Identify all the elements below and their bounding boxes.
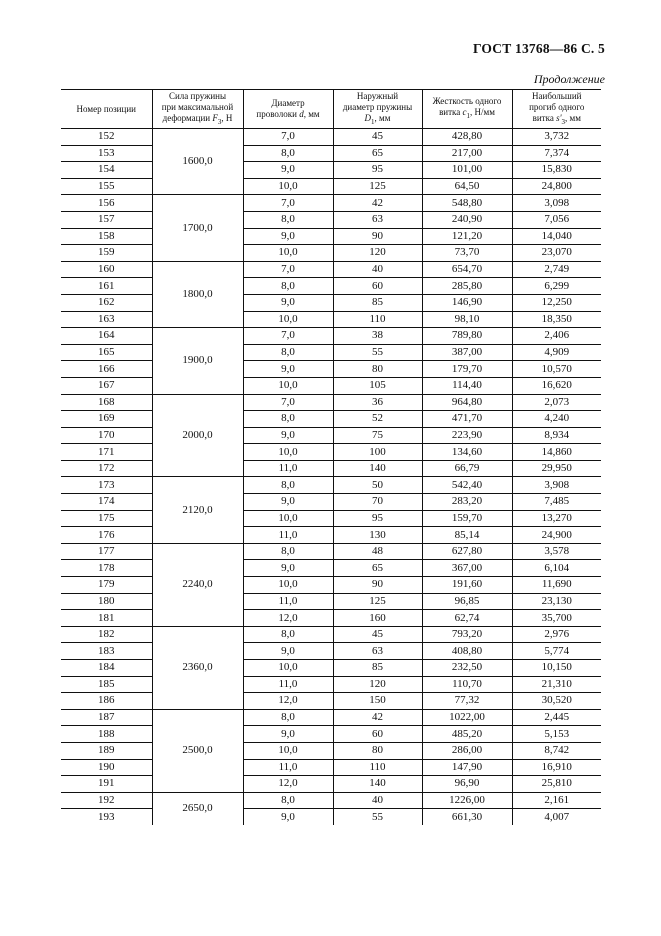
cell-outer-diameter: 85 [333,294,422,311]
cell-stiffness: 286,00 [422,742,512,759]
table-row [61,693,601,710]
table-row [61,211,601,228]
cell-outer-diameter: 105 [333,377,422,394]
table-row [61,610,601,627]
cell-position: 157 [61,211,152,228]
table-body [61,129,601,825]
cell-wire-diameter: 7,0 [243,394,333,411]
cell-stiffness: 62,74 [422,610,512,627]
cell-wire-diameter: 8,0 [243,626,333,643]
cell-wire-diameter: 8,0 [243,543,333,560]
cell-wire-diameter: 10,0 [243,577,333,594]
cell-stiffness: 627,80 [422,543,512,560]
cell-deflection: 8,934 [512,427,601,444]
table-header [61,90,601,129]
cell-deflection: 10,150 [512,660,601,677]
cell-wire-diameter: 8,0 [243,709,333,726]
cell-wire-diameter: 9,0 [243,162,333,179]
cell-wire-diameter: 11,0 [243,460,333,477]
cell-outer-diameter: 60 [333,726,422,743]
cell-position: 172 [61,460,152,477]
cell-outer-diameter: 150 [333,693,422,710]
cell-force: 2650,0 [152,792,243,825]
cell-deflection: 23,130 [512,593,601,610]
cell-wire-diameter: 7,0 [243,129,333,146]
cell-outer-diameter: 40 [333,792,422,809]
cell-force: 1800,0 [152,261,243,327]
cell-position: 166 [61,361,152,378]
cell-position: 163 [61,311,152,328]
cell-outer-diameter: 36 [333,394,422,411]
table-row [61,328,601,345]
cell-deflection: 13,270 [512,510,601,527]
cell-position: 152 [61,129,152,146]
cell-outer-diameter: 65 [333,145,422,162]
cell-deflection: 23,070 [512,245,601,262]
cell-outer-diameter: 90 [333,228,422,245]
cell-position: 165 [61,344,152,361]
cell-position: 177 [61,543,152,560]
cell-position: 185 [61,676,152,693]
cell-force: 2360,0 [152,626,243,709]
cell-stiffness: 1226,00 [422,792,512,809]
cell-stiffness: 179,70 [422,361,512,378]
cell-outer-diameter: 42 [333,195,422,212]
cell-position: 190 [61,759,152,776]
cell-outer-diameter: 80 [333,742,422,759]
cell-outer-diameter: 55 [333,344,422,361]
cell-force: 1600,0 [152,129,243,195]
cell-stiffness: 661,30 [422,809,512,825]
cell-deflection: 6,104 [512,560,601,577]
cell-deflection: 7,374 [512,145,601,162]
table-row [61,527,601,544]
cell-position: 153 [61,145,152,162]
cell-deflection: 3,908 [512,477,601,494]
cell-wire-diameter: 12,0 [243,776,333,793]
cell-outer-diameter: 160 [333,610,422,627]
cell-stiffness: 793,20 [422,626,512,643]
cell-wire-diameter: 9,0 [243,560,333,577]
cell-force: 2000,0 [152,394,243,477]
cell-deflection: 24,900 [512,527,601,544]
cell-deflection: 4,240 [512,411,601,428]
cell-stiffness: 548,80 [422,195,512,212]
cell-deflection: 16,620 [512,377,601,394]
cell-force: 1700,0 [152,195,243,261]
cell-position: 171 [61,444,152,461]
cell-position: 154 [61,162,152,179]
cell-position: 164 [61,328,152,345]
cell-position: 191 [61,776,152,793]
cell-position: 182 [61,626,152,643]
table-row [61,411,601,428]
header-stiffness: Жесткость одного витка $c_1$, Н/мм [422,90,512,129]
cell-position: 188 [61,726,152,743]
cell-position: 180 [61,593,152,610]
cell-deflection: 10,570 [512,361,601,378]
header-position: Номер позиции [61,90,152,129]
table-row [61,245,601,262]
table-row [61,261,601,278]
cell-wire-diameter: 8,0 [243,145,333,162]
cell-stiffness: 96,85 [422,593,512,610]
table-row [61,178,601,195]
cell-deflection: 14,040 [512,228,601,245]
cell-position: 174 [61,494,152,511]
table-row [61,294,601,311]
cell-outer-diameter: 50 [333,477,422,494]
cell-wire-diameter: 7,0 [243,195,333,212]
cell-wire-diameter: 10,0 [243,377,333,394]
cell-deflection: 2,073 [512,394,601,411]
header-force: Сила пружины при максимальной деформации $F_3$, Н [152,90,243,129]
cell-wire-diameter: 12,0 [243,610,333,627]
cell-stiffness: 191,60 [422,577,512,594]
cell-outer-diameter: 45 [333,129,422,146]
cell-deflection: 15,830 [512,162,601,179]
table-row [61,626,601,643]
cell-wire-diameter: 10,0 [243,444,333,461]
cell-stiffness: 64,50 [422,178,512,195]
cell-stiffness: 121,20 [422,228,512,245]
cell-wire-diameter: 8,0 [243,792,333,809]
cell-position: 183 [61,643,152,660]
cell-stiffness: 147,90 [422,759,512,776]
cell-outer-diameter: 95 [333,510,422,527]
cell-outer-diameter: 63 [333,643,422,660]
cell-position: 181 [61,610,152,627]
cell-stiffness: 110,70 [422,676,512,693]
cell-stiffness: 66,79 [422,460,512,477]
cell-position: 193 [98,810,115,823]
cell-stiffness: 387,00 [422,344,512,361]
cell-stiffness: 408,80 [422,643,512,660]
table-row [61,195,601,212]
table-row [61,510,601,527]
table-row [61,477,601,494]
cell-position: 156 [61,195,152,212]
table-row [61,577,601,594]
cell-force: 2120,0 [152,477,243,543]
cell-stiffness: 964,80 [422,394,512,411]
cell-position: 167 [61,377,152,394]
cell-outer-diameter: 95 [333,162,422,179]
cell-stiffness: 283,20 [422,494,512,511]
cell-deflection: 14,860 [512,444,601,461]
table-row [61,660,601,677]
table-row [61,809,601,825]
cell-outer-diameter: 130 [333,527,422,544]
cell-stiffness: 98,10 [422,311,512,328]
header-outer-diameter: Наружный диаметр пружины $D_1$, мм [333,90,422,129]
cell-wire-diameter: 8,0 [243,278,333,295]
cell-deflection: 18,350 [512,311,601,328]
cell-deflection: 5,153 [512,726,601,743]
cell-stiffness: 73,70 [422,245,512,262]
cell-stiffness: 789,80 [422,328,512,345]
cell-position: 178 [61,560,152,577]
cell-position: 168 [61,394,152,411]
cell-position: 159 [61,245,152,262]
cell-wire-diameter: 7,0 [243,261,333,278]
cell-deflection: 35,700 [512,610,601,627]
cell-deflection: 12,250 [512,294,601,311]
cell-wire-diameter: 10,0 [243,510,333,527]
cell-deflection: 2,976 [512,626,601,643]
cell-wire-diameter: 10,0 [243,311,333,328]
cell-position: 170 [61,427,152,444]
cell-outer-diameter: 85 [333,660,422,677]
table-row [61,726,601,743]
cell-outer-diameter: 90 [333,577,422,594]
cell-stiffness: 654,70 [422,261,512,278]
table-row [61,162,601,179]
cell-outer-diameter: 52 [333,411,422,428]
cell-deflection: 4,909 [512,344,601,361]
cell-outer-diameter: 63 [333,211,422,228]
cell-wire-diameter: 9,0 [243,809,333,825]
cell-deflection: 21,310 [512,676,601,693]
cell-outer-diameter: 125 [333,178,422,195]
cell-outer-diameter: 125 [333,593,422,610]
cell-stiffness: 217,00 [422,145,512,162]
table-row [61,709,601,726]
cell-stiffness: 285,80 [422,278,512,295]
cell-deflection: 6,299 [512,278,601,295]
cell-stiffness: 159,70 [422,510,512,527]
cell-wire-diameter: 8,0 [243,411,333,428]
cell-position: 173 [61,477,152,494]
cell-stiffness: 85,14 [422,527,512,544]
table-row [61,494,601,511]
cell-wire-diameter: 9,0 [243,294,333,311]
cell-stiffness: 428,80 [422,129,512,146]
cell-stiffness: 223,90 [422,427,512,444]
table-row [61,593,601,610]
page-header-title: ГОСТ 13768—86 С. 5 [472,41,605,56]
cell-deflection: 3,098 [512,195,601,212]
cell-position: 187 [61,709,152,726]
cell-deflection: 2,161 [512,792,601,809]
cell-stiffness: 134,60 [422,444,512,461]
cell-wire-diameter: 11,0 [243,527,333,544]
cell-outer-diameter: 60 [333,278,422,295]
table-row [61,344,601,361]
table-row [61,643,601,660]
cell-outer-diameter: 65 [333,560,422,577]
table-row [61,460,601,477]
cell-stiffness: 542,40 [422,477,512,494]
table-row [61,361,601,378]
cell-outer-diameter: 75 [333,427,422,444]
table-row [61,543,601,560]
cell-outer-diameter: 140 [333,776,422,793]
header-wire-diameter: Диаметр проволоки d, мм [243,90,333,129]
cell-outer-diameter: 80 [333,361,422,378]
cell-position: 161 [61,278,152,295]
cell-stiffness: 485,20 [422,726,512,743]
cell-wire-diameter: 9,0 [243,228,333,245]
cell-wire-diameter: 8,0 [243,477,333,494]
cell-outer-diameter: 120 [333,676,422,693]
cell-position: 189 [61,742,152,759]
cell-deflection: 7,056 [512,211,601,228]
cell-wire-diameter: 7,0 [243,328,333,345]
cell-stiffness: 232,50 [422,660,512,677]
cell-deflection: 5,774 [512,643,601,660]
cell-deflection: 2,749 [512,261,601,278]
table-row [61,792,601,809]
table-row [61,742,601,759]
table-row [61,776,601,793]
cell-wire-diameter: 11,0 [243,676,333,693]
cell-wire-diameter: 8,0 [243,344,333,361]
cell-wire-diameter: 9,0 [243,361,333,378]
cell-position: 162 [61,294,152,311]
cell-outer-diameter: 110 [333,311,422,328]
cell-outer-diameter: 120 [333,245,422,262]
cell-deflection: 30,520 [512,693,601,710]
cell-stiffness: 240,90 [422,211,512,228]
cell-stiffness: 1022,00 [422,709,512,726]
table-row [61,394,601,411]
header-deflection: Наибольший прогиб одного витка $s'_3$, мм [512,90,601,129]
cell-wire-diameter: 11,0 [243,759,333,776]
table-row [61,278,601,295]
cell-outer-diameter: 70 [333,494,422,511]
cell-deflection: 3,578 [512,543,601,560]
cell-deflection: 2,406 [512,328,601,345]
cell-outer-diameter: 38 [333,328,422,345]
cell-wire-diameter: 10,0 [243,660,333,677]
cell-deflection: 2,445 [512,709,601,726]
cell-position: 176 [61,527,152,544]
table-row [61,311,601,328]
cell-outer-diameter: 55 [333,809,422,825]
table-row [61,759,601,776]
cell-position: 186 [61,693,152,710]
spring-data-table [61,89,601,825]
table-row [61,145,601,162]
cell-position: 179 [61,577,152,594]
cell-force: 2240,0 [152,543,243,626]
cell-wire-diameter: 11,0 [243,593,333,610]
cell-stiffness: 146,90 [422,294,512,311]
table-row [61,676,601,693]
cell-deflection: 11,690 [512,577,601,594]
cell-force: 1900,0 [152,328,243,394]
cell-wire-diameter: 10,0 [243,742,333,759]
cell-wire-diameter: 9,0 [243,494,333,511]
cell-deflection: 29,950 [512,460,601,477]
cell-deflection: 3,732 [512,129,601,146]
cell-position: 184 [61,660,152,677]
cell-deflection: 16,910 [512,759,601,776]
cell-deflection: 7,485 [512,494,601,511]
cell-position: 158 [61,228,152,245]
cell-position: 169 [61,411,152,428]
cell-stiffness: 96,90 [422,776,512,793]
cell-outer-diameter: 100 [333,444,422,461]
cell-deflection: 8,742 [512,742,601,759]
cell-position: 175 [61,510,152,527]
cell-outer-diameter: 45 [333,626,422,643]
table-row [61,427,601,444]
table-row [61,228,601,245]
cell-deflection: 4,007 [512,809,601,825]
cell-stiffness: 77,32 [422,693,512,710]
cell-outer-diameter: 110 [333,759,422,776]
cell-wire-diameter: 9,0 [243,726,333,743]
cell-deflection: 25,810 [512,776,601,793]
cell-force: 2500,0 [152,709,243,792]
cell-wire-diameter: 10,0 [243,178,333,195]
cell-outer-diameter: 48 [333,543,422,560]
cell-deflection: 24,800 [512,178,601,195]
cell-stiffness: 471,70 [422,411,512,428]
cell-wire-diameter: 8,0 [243,211,333,228]
cell-position: 160 [61,261,152,278]
table-row [61,444,601,461]
cell-stiffness: 101,00 [422,162,512,179]
cell-position: 155 [61,178,152,195]
cell-outer-diameter: 140 [333,460,422,477]
table-row [61,129,601,146]
cell-outer-diameter: 42 [333,709,422,726]
cell-wire-diameter: 9,0 [243,427,333,444]
table-row [61,560,601,577]
continuation-label: Продолжение [533,72,605,86]
cell-wire-diameter: 9,0 [243,643,333,660]
cell-wire-diameter: 10,0 [243,245,333,262]
table-row [61,377,601,394]
cell-position: 192 [61,792,152,809]
cell-stiffness: 367,00 [422,560,512,577]
cell-stiffness: 114,40 [422,377,512,394]
cell-outer-diameter: 40 [333,261,422,278]
cell-wire-diameter: 12,0 [243,693,333,710]
